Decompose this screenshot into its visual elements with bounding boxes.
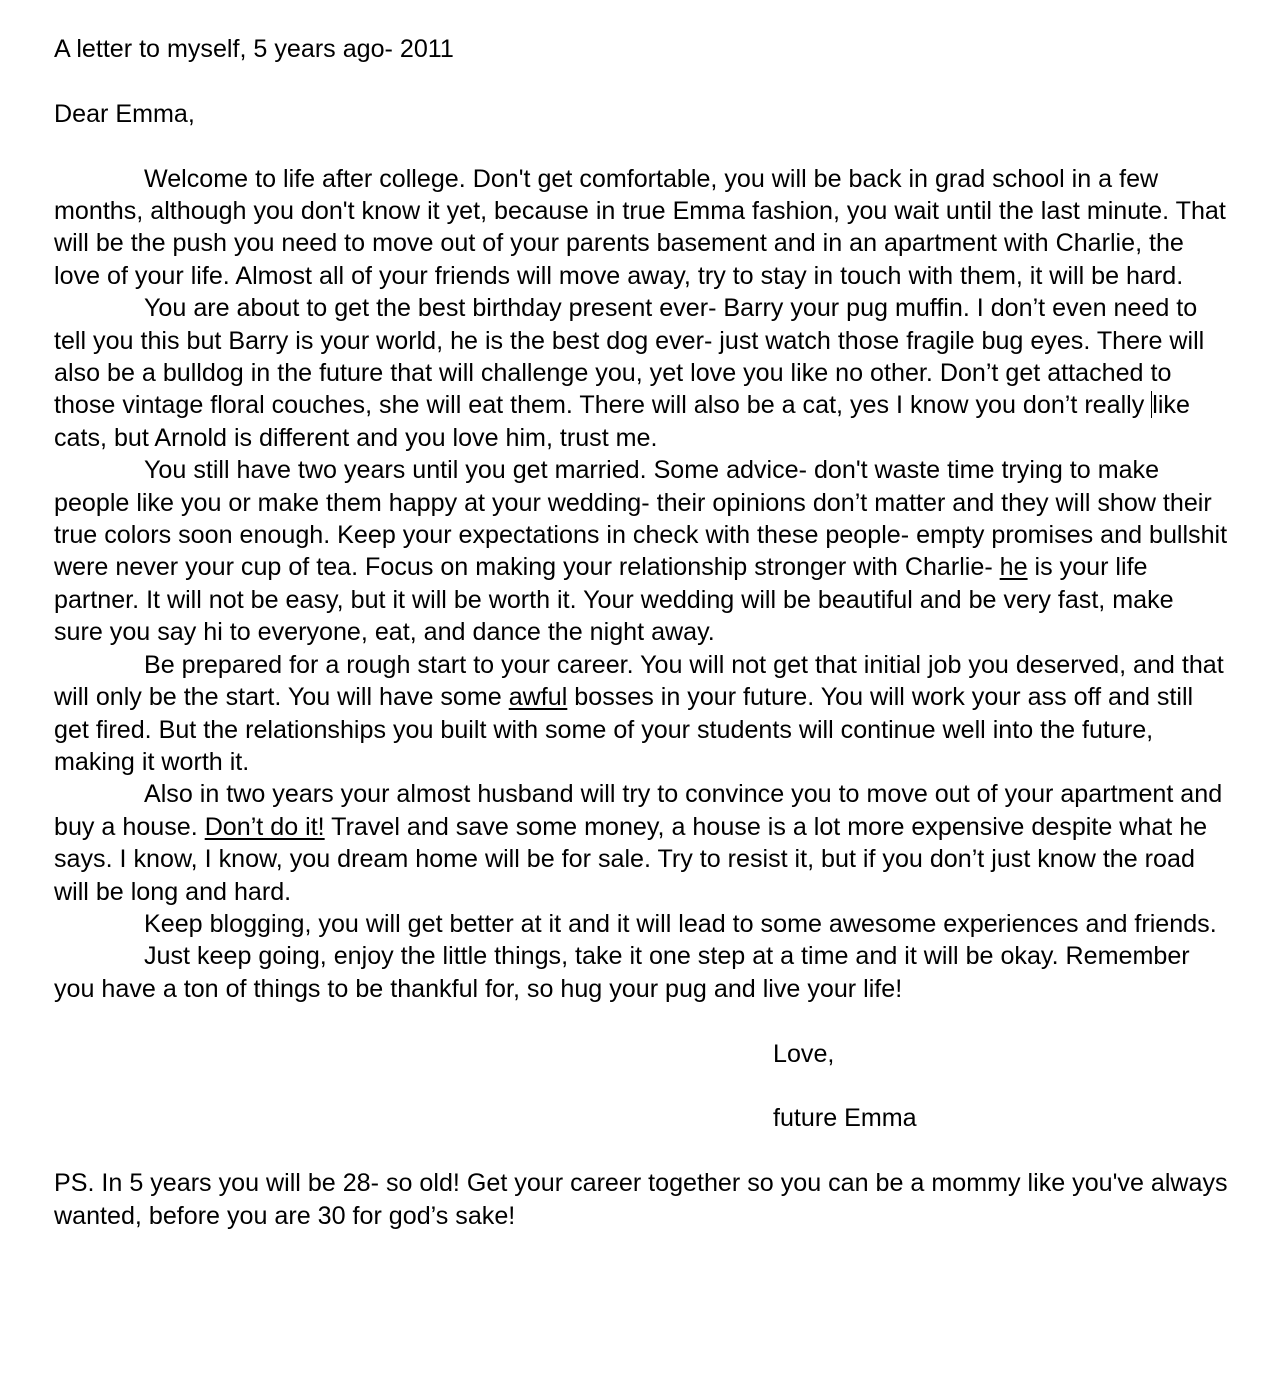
paragraph-pets-text-1: You are about to get the best birthday present ever- Barry your pug muffin. I don’t even need to tell you this but Barry is your world, he is the best dog ever- just watch those fragile bug eyes. There will also be a bulldog in the future that will challenge you, yet love you like no other. Don’t get attached to those vintage floral couches, she will eat them. There will also be a cat, yes I know you don’t really bbox=[54, 294, 1205, 420]
paragraph-house bbox=[54, 778, 1229, 908]
paragraph-blogging: Keep blogging, you will get better at it and it will lead to some awesome experiences and friends. bbox=[144, 909, 1217, 938]
underlined-word-he: he bbox=[999, 553, 1028, 582]
paragraph-pets bbox=[54, 292, 1229, 454]
paragraph-career bbox=[54, 649, 1229, 779]
postscript: PS. In 5 years you will be 28- so old! Get your career together so you can be a mommy like you've always wanted, before you are 30 for god’s sake! bbox=[54, 1169, 1228, 1230]
paragraph-house-text-2: Travel and save some money, a house is a lot more expensive despite what he says. I know, I know, you dream home will be for sale. Try to resist it, but if you don’t just know the road will be long and hard. bbox=[54, 812, 1208, 906]
paragraph-career-text-2: bosses in your future. You will work your ass off and still get fired. But the relationships you built with some of your students will continue well into the future, making it worth it. bbox=[54, 683, 1194, 776]
letter-title: A letter to myself, 5 years ago- 2011 bbox=[54, 35, 454, 63]
letter-document bbox=[54, 33, 1229, 1232]
paragraph-college: Welcome to life after college. Don't get comfortable, you will be back in grad school in a few months, although you don't know it yet, because in true Emma fashion, you wait until the last minute. That will be the push you need to move out of your parents basement and in an apartment with Charlie, the love of your life. Almost all of your friends will move away, try to stay in touch with them, it will be hard. bbox=[54, 164, 1226, 290]
paragraph-wedding bbox=[54, 454, 1229, 648]
paragraph-pets-text-2: like cats, but Arnold is different and you love him, trust me. bbox=[54, 391, 1190, 452]
paragraph-career-text-1: Be prepared for a rough start to your career. You will not get that initial job you deserved, and that will only be the start. You will have some bbox=[54, 650, 1224, 712]
signature: future Emma bbox=[773, 1104, 917, 1133]
salutation: Dear Emma, bbox=[54, 99, 195, 128]
paragraph-house-text-1: Also in two years your almost husband will try to convince you to move out of your apartment and buy a house. bbox=[54, 780, 1223, 841]
underlined-word-awful: awful bbox=[508, 683, 568, 712]
paragraph-wedding-text-2: is your life partner. It will not be easy, but it will be worth it. Your wedding will be beautiful and be very fast, make sure you say hi to everyone, eat, and dance the night away. bbox=[54, 553, 1174, 647]
paragraph-keep-going: Just keep going, enjoy the little things, take it one step at a time and it will be okay. Remember you have a ton of things to be thankful for, so hug your pug and live your life! bbox=[54, 942, 1190, 1003]
underlined-phrase-dont-do-it: Don’t do it! bbox=[204, 812, 325, 841]
paragraph-wedding-text-1: You still have two years until you get married. Some advice- don't waste time trying to make people like you or make them happy at your wedding- their opinions don’t matter and they will show their true colors soon enough. Keep your expectations in check with these people- empty promises and bullshit were never your cup of tea. Focus on making your relationship stronger with Charlie- bbox=[54, 456, 1228, 582]
closing: Love, bbox=[773, 1039, 835, 1068]
